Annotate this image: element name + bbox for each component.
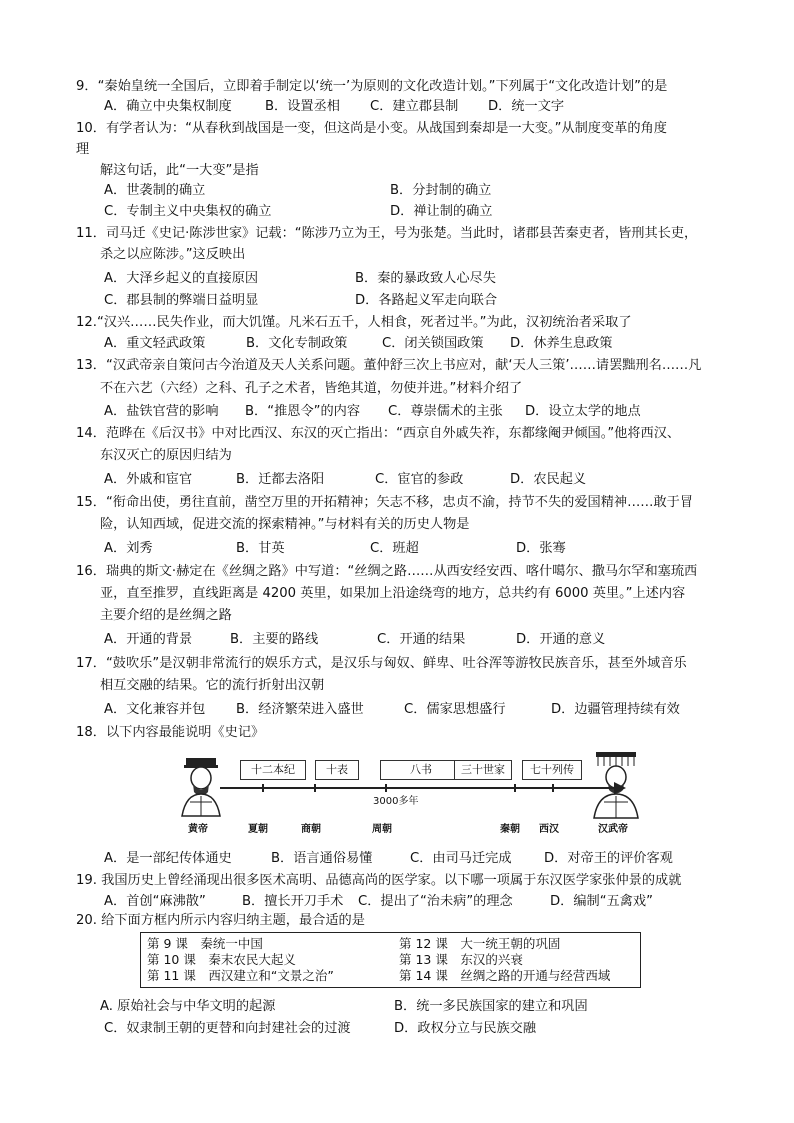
question-10-stem-3: 解这句话，此“一大变”是指 <box>100 163 259 178</box>
q16-option-d: D．开通的意义 <box>516 632 606 647</box>
q20-option-c: C．奴隶制王朝的更替和向封建社会的过渡 <box>104 1021 351 1036</box>
q17-option-a: A．文化兼容并包 <box>104 702 206 717</box>
q10-option-c: C．专制主义中央集权的确立 <box>104 204 272 219</box>
q13-option-d: D．设立太学的地点 <box>525 404 641 419</box>
q18-option-c: C．由司马迁完成 <box>410 851 512 866</box>
q9-option-b: B．设置丞相 <box>265 99 340 114</box>
question-16-stem-3: 主要介绍的是丝绸之路 <box>100 608 232 623</box>
q12-option-c: C．闭关锁国政策 <box>382 336 484 351</box>
q19-option-d: D．编制“五禽戏” <box>550 894 653 909</box>
q15-option-d: D．张骞 <box>516 541 566 556</box>
timeline-tick <box>314 784 316 792</box>
shiji-part-shijia: 三十世家 <box>454 760 512 780</box>
question-13-stem-2: 不在六艺（六经）之科、孔子之术者，皆绝其道，勿使并进。”材料介绍了 <box>100 381 523 396</box>
question-17-stem-2: 相互交融的结果。它的流行折射出汉朝 <box>100 678 325 693</box>
question-11-stem-1: 11．司马迁《史记·陈涉世家》记载：“陈涉乃立为王，号为张楚。当此时，诸郡县苦秦吏者，皆刑其长吏， <box>76 226 698 241</box>
shiji-part-benji: 十二本纪 <box>240 760 306 780</box>
q20-option-a: A. 原始社会与中华文明的起源 <box>100 999 276 1014</box>
q18-option-a: A．是一部纪传体通史 <box>104 851 232 866</box>
timeline-label-han-wudi: 汉武帝 <box>598 824 628 835</box>
q14-option-c: C．宦官的参政 <box>375 472 464 487</box>
timeline-arrow <box>220 787 620 789</box>
lesson-13: 第 13 课 东汉的兴衰 <box>399 952 523 967</box>
question-18-stem: 18．以下内容最能说明《史记》 <box>76 725 265 740</box>
q14-option-d: D．农民起义 <box>510 472 587 487</box>
timeline-label-xihan: 西汉 <box>539 824 559 835</box>
q20-option-d: D．政权分立与民族交融 <box>394 1021 537 1036</box>
timeline-tick <box>552 784 554 792</box>
timeline-arrow-head <box>614 782 626 794</box>
q9-option-c: C．建立郡县制 <box>370 99 459 114</box>
q15-option-a: A．刘秀 <box>104 541 153 556</box>
timeline-tick <box>514 784 516 792</box>
shiji-part-liezhuan: 七十列传 <box>522 760 582 780</box>
q10-option-b: B．分封制的确立 <box>390 183 492 198</box>
lesson-12: 第 12 课 大一统王朝的巩固 <box>399 936 561 951</box>
q18-option-d: D．对帝王的评价客观 <box>544 851 673 866</box>
lesson-11: 第 11 课 西汉建立和“文景之治” <box>147 968 334 983</box>
q10-option-d: D．禅让制的确立 <box>390 204 493 219</box>
question-19-stem: 19. 我国历史上曾经涌现出很多医术高明、品德高尚的医学家。以下哪一项属于东汉医学家张仲景的成就 <box>76 873 682 888</box>
timeline-span-label: 3000多年 <box>373 796 419 807</box>
q15-option-c: C．班超 <box>370 541 419 556</box>
shiji-timeline-figure <box>178 756 643 838</box>
q12-option-d: D．休养生息政策 <box>510 336 613 351</box>
q15-option-b: B．甘英 <box>236 541 285 556</box>
lesson-10: 第 10 课 秦末农民大起义 <box>147 952 296 967</box>
q20-option-b: B．统一多民族国家的建立和巩固 <box>394 999 588 1014</box>
q17-option-c: C．儒家思想盛行 <box>404 702 506 717</box>
question-15-stem-2: 险，认知西域，促进交流的探索精神。”与材料有关的历史人物是 <box>100 517 470 532</box>
q14-option-b: B．迁都去洛阳 <box>236 472 325 487</box>
q9-option-a: A．确立中央集权制度 <box>104 99 232 114</box>
q13-option-b: B．“推恩令”的内容 <box>245 404 361 419</box>
q16-option-c: C．开通的结果 <box>377 632 466 647</box>
timeline-label-huangdi: 黄帝 <box>188 824 208 835</box>
q19-option-b: B．擅长开刀手术 <box>242 894 344 909</box>
question-16-stem-2: 亚，直至推罗，直线距离是 4200 英里，如果加上沿途绕弯的地方，总共约有 6000 英里。”上述内容 <box>100 586 686 601</box>
question-11-stem-2: 杀之以应陈涉。”这反映出 <box>100 247 246 262</box>
q14-option-a: A．外戚和宦官 <box>104 472 193 487</box>
shiji-part-biao: 十表 <box>315 760 359 780</box>
q17-option-b: B．经济繁荣进入盛世 <box>236 702 364 717</box>
q17-option-d: D．边疆管理持续有效 <box>551 702 680 717</box>
timeline-label-xia: 夏朝 <box>248 824 268 835</box>
lesson-topics-box <box>140 932 641 988</box>
timeline-label-zhou: 周朝 <box>372 824 392 835</box>
question-9-stem: 9．“秦始皇统一全国后，立即着手制定以‘统一’为原则的文化改造计划。”下列属于“文化改造计划”的是 <box>76 79 668 94</box>
q12-option-a: A．重文轻武政策 <box>104 336 206 351</box>
q18-option-b: B．语言通俗易懂 <box>271 851 373 866</box>
question-16-stem-1: 16．瑞典的斯文·赫定在《丝绸之路》中写道：“丝绸之路……从西安经安西、喀什噶尔、撒马尔罕和塞琉西 <box>76 564 698 579</box>
q12-option-b: B．文化专制政策 <box>246 336 348 351</box>
q13-option-c: C．尊崇儒术的主张 <box>388 404 503 419</box>
timeline-tick <box>262 784 264 792</box>
timeline-label-shang: 商朝 <box>301 824 321 835</box>
question-10-stem-2: 理 <box>76 142 90 157</box>
timeline-label-qin: 秦朝 <box>500 824 520 835</box>
q16-option-a: A．开通的背景 <box>104 632 193 647</box>
shiji-part-shu: 八书 <box>380 760 462 780</box>
question-17-stem-1: 17．“鼓吹乐”是汉朝非常流行的娱乐方式，是汉乐与匈奴、鲜卑、吐谷浑等游牧民族音乐，甚至外域音乐 <box>76 656 687 671</box>
question-10-stem-1: 10．有学者认为：“从春秋到战国是一变，但这尚是小变。从战国到秦却是一大变。”从制度变革的角度 <box>76 121 667 136</box>
q11-option-c: C．郡县制的弊端日益明显 <box>104 293 259 308</box>
q13-option-a: A．盐铁官营的影响 <box>104 404 219 419</box>
question-14-stem-1: 14．范晔在《后汉书》中对比西汉、东汉的灭亡指出：“西京自外戚失祚，东都缘阉尹倾国。”他将西汉、 <box>76 426 681 441</box>
timeline-tick <box>385 784 387 792</box>
q19-option-c: C．提出了“治未病”的理念 <box>358 894 513 909</box>
q10-option-a: A．世袭制的确立 <box>104 183 206 198</box>
q16-option-b: B．主要的路线 <box>230 632 319 647</box>
q9-option-d: D．统一文字 <box>488 99 565 114</box>
lesson-9: 第 9 课 秦统一中国 <box>147 936 263 951</box>
question-15-stem-1: 15．“衔命出使，勇往直前，凿空万里的开拓精神；矢志不移，忠贞不渝，持节不失的爱国精神……敢于冒 <box>76 495 694 510</box>
huangdi-portrait-icon <box>178 756 224 818</box>
question-13-stem-1: 13．“汉武帝亲自策问古今治道及天人关系问题。董仲舒三次上书应对，献‘天人三策’……请罢黜刑名……凡 <box>76 358 702 373</box>
question-12-stem: 12.“汉兴……民失作业，而大饥馑。凡米石五千，人相食，死者过半。”为此，汉初统治者采取了 <box>76 315 632 330</box>
q11-option-a: A．大泽乡起义的直接原因 <box>104 271 259 286</box>
q19-option-a: A．首创“麻沸散” <box>104 894 206 909</box>
question-20-stem: 20. 给下面方框内所示内容归纳主题，最合适的是 <box>76 913 365 928</box>
q11-option-d: D．各路起义军走向联合 <box>355 293 498 308</box>
lesson-14: 第 14 课 丝绸之路的开通与经营西域 <box>399 968 611 983</box>
question-14-stem-2: 东汉灭亡的原因归结为 <box>100 448 232 463</box>
q11-option-b: B．秦的暴政致人心尽失 <box>355 271 496 286</box>
